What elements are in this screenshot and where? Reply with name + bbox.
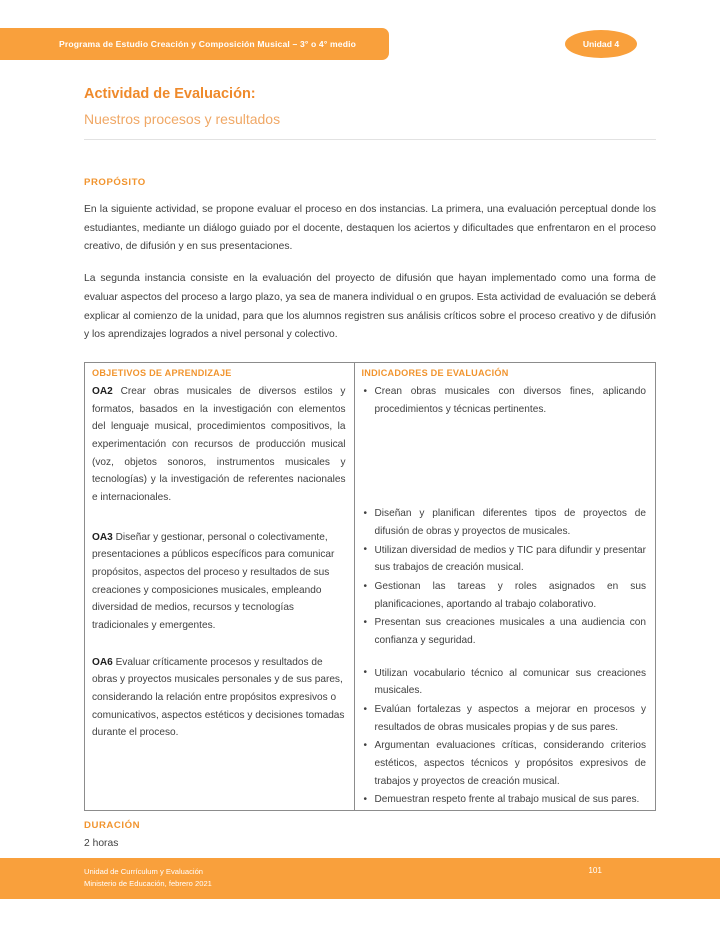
list-item: • Demuestran respeto frente al trabajo musical de sus pares. bbox=[364, 791, 647, 809]
list-item: • Diseñan y planifican diferentes tipos de proyectos de difusión de obras y proyectos de musicales. bbox=[364, 505, 647, 540]
objective-body-oa6: Evaluar críticamente procesos y resultados de obras y proyectos musicales personales y de sus pares, considerando la relación entre propósitos expresivos o comunicativos, aspectos estéticos y decisiones tomadas durante el proceso. bbox=[92, 656, 345, 739]
footer-line-2: Ministerio de Educación, febrero 2021 bbox=[84, 878, 212, 888]
footer-organization bbox=[84, 866, 212, 890]
page-title: Actividad de Evaluación: bbox=[84, 86, 256, 102]
list-item: • Evalúan fortalezas y aspectos a mejorar en procesos y resultados de obras musicales propias y de sus pares. bbox=[364, 701, 647, 736]
duracion-value: 2 horas bbox=[84, 837, 119, 849]
objective-body-oa2: Crear obras musicales de diversos estilos y formatos, basados en la investigación con elementos del lenguaje musical, procedimientos compositivos, la experimentación con recursos de producción musical (voz, objetos sonoros, instrumentos musicales y tecnologías) y la investigación de referentes nacionales e internacionales. bbox=[92, 386, 346, 504]
objective-text-oa6 bbox=[92, 654, 346, 742]
list-item: • Crean obras musicales con diversos fines, aplicando procedimientos y técnicas pertinentes. bbox=[364, 383, 647, 418]
indicator-group-2 bbox=[355, 501, 656, 649]
duracion-heading: DURACIÓN bbox=[84, 819, 141, 831]
proposito-paragraph-2: La segunda instancia consiste en la evaluación del proyecto de difusión que hayan implementado como una forma de evaluar aspectos del proceso a largo plazo, ya sea de manera individual o en grupos. Esta actividad de evaluación se deberá explicar al comienzo de la unidad, para que los alumnos registren sus análisis críticos sobre el proceso creativo y de difusión y los aprendizajes logrados a nivel personal y colectivo. bbox=[84, 273, 656, 341]
objective-spacer-1 bbox=[85, 507, 354, 525]
objective-text-oa2 bbox=[92, 383, 346, 507]
footer-line-1: Unidad de Currículum y Evaluación bbox=[84, 867, 204, 876]
page-content bbox=[84, 0, 656, 852]
indicator-spacer-2 bbox=[355, 651, 656, 661]
list-item: • Gestionan las tareas y roles asignados en sus planificaciones, aportando al trabajo colaborativo. bbox=[364, 578, 647, 613]
proposito-heading: PROPÓSITO bbox=[84, 177, 146, 189]
table-cell-indicators bbox=[354, 363, 656, 811]
list-item: • Presentan sus creaciones musicales a una audiencia con confianza y seguridad. bbox=[364, 614, 647, 649]
indicator-group-1 bbox=[355, 379, 656, 418]
objective-body-oa3: Diseñar y gestionar, personal o colectivamente, presentaciones a públicos específicos para comunicar propósitos, aspectos del proceso y resultados de sus creaciones y composiciones musicales, empleando diversidad de medios, recursos y tecnologías tradicionales y emergentes. bbox=[92, 531, 335, 632]
objective-block-oa6 bbox=[85, 650, 354, 742]
footer-content bbox=[84, 866, 656, 890]
list-item: • Argumentan evaluaciones críticas, considerando criterios estéticos, aspectos técnicos y propósitos expresivos de trabajos y proyectos de creación musical. bbox=[364, 737, 647, 790]
list-item: • Utilizan vocabulario técnico al comunicar sus creaciones musicales. bbox=[364, 665, 647, 700]
indicator-spacer-1 bbox=[355, 419, 656, 501]
objective-spacer-2 bbox=[85, 635, 354, 650]
proposito-paragraph-1: En la siguiente actividad, se propone evaluar el proceso en dos instancias. La primera, una evaluación perceptual donde los estudiantes, mediante un diálogo guiado por el docente, destaquen los aciertos y dificultades que enfrentaron en el proceso creativo, de difusión y en sus presentaciones. bbox=[84, 204, 656, 253]
table-cell-objectives bbox=[85, 363, 355, 811]
page-title-block bbox=[84, 0, 656, 140]
list-item: • Utilizan diversidad de medios y TIC para difundir y presentar sus trabajos de creación musical. bbox=[364, 542, 647, 577]
table-header-row bbox=[85, 363, 656, 811]
objective-code-oa2: OA2 bbox=[92, 386, 113, 398]
objective-block-oa3 bbox=[85, 525, 354, 635]
objectives-indicators-table bbox=[84, 362, 656, 811]
column-header-indicators: INDICADORES DE EVALUACIÓN bbox=[361, 368, 509, 379]
column-header-objectives: OBJETIVOS DE APRENDIZAJE bbox=[92, 368, 232, 379]
page-number: 101 bbox=[588, 866, 602, 875]
objective-text-oa3 bbox=[92, 529, 346, 635]
program-header-text: Programa de Estudio Creación y Composición Musical – 3° o 4° medio bbox=[58, 39, 357, 49]
objective-code-oa6: OA6 bbox=[92, 656, 113, 668]
title-divider bbox=[84, 139, 656, 140]
indicator-group-3 bbox=[355, 661, 656, 809]
objective-block-oa2 bbox=[85, 379, 354, 507]
page-subtitle: Nuestros procesos y resultados bbox=[84, 111, 281, 128]
unit-badge-label: Unidad 4 bbox=[582, 39, 620, 49]
objective-code-oa3: OA3 bbox=[92, 531, 113, 543]
